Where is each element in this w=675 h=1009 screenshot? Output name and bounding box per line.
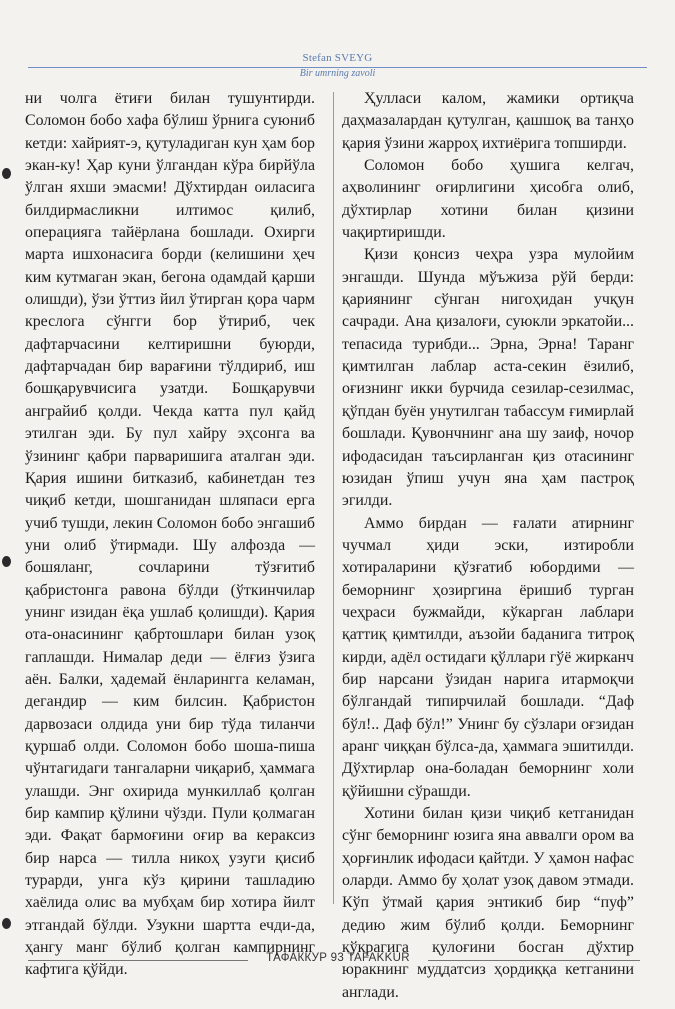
column-divider [333,92,334,904]
footer-label: ТАФАККУР 93 TAFAKKUR [266,952,410,964]
running-header [0,54,675,78]
right-text-column [342,88,634,1004]
footer-rule-left [28,960,248,961]
paragraph: Қизи қонсиз чеҳра узра мулойим энгашди. Шунда мўъжиза рўй берди: қариянинг сўнган нигоҳидан учқун сачради. Ана қизалоғи, суюкли эркатойи... тепасида турибди... Эрна, Эрна! Таранг қимтилган лаблар аста-секин ёзилиб, оғизнинг икки бурчида сезилар-сезилмас, қўпдан буён унутилган табассум ғимирлай бошлади. Қувончнинг ана шу заиф, ночор ифодасидан таъсирланган қиз отасининг юзидан ўпиш учун яна ҳам пастроқ эгилди. [342,246,634,510]
header-title: Bir umrning zavoli [299,68,376,79]
paragraph: ни чолга ётиғи билан тушунтирди. Соломон бобо хафа бўлиш ўрнига суюниб кетди: хайрият-э, қутуладиган кун ҳам бор экан-ку! Ҳар куни ўлгандан кўра бирйўла ўлган яхши эмасми! Дўхтирдан оиласига билдирмасликни илтимос қилиб, операцияга тайёрлана бошлади. Охирги марта ишхонасига борди (келишини ҳеч ким кутмаган экан, бегона одамдай қарши олишди), ўзи ўттиз йил ўтирган қора чарм креслога сўнгги бор ўтириб, чек дафтарчасини келтиришни буюрди, дафтарчадан бир варағини тўлдириб, иш бошқарувчисига узатди. Бошқарувчи анграйиб қолди. Чекда катта пул қайд этилган эди. Бу пул хайру эҳсонга ва ўзининг қабри парваришига аталган эди. Қария ишини битказиб, кабинетдан тез чиқиб кетди, шошганидан шляпаси ерга учиб тушди, лекин Соломон бобо энгашиб уни олиб ўтирмади. Шу алфозда — бошяланг, сочларини тўзғитиб қабристонга равона бўлди (ўткинчилар унинг изидан ёқа ушлаб қолишди). Қария ота-онасининг қабртошлари билан узоқ гаплашди. Нималар деди — ёлғиз ўзига аён. Балки, ҳадемай ёнларингга келаман, дегандир — ким билсин. Қабристон дарвозаси олдида уни бир тўда тиланчи қуршаб олди. Соломон бобо шоша-пиша чўнтагидаги тангаларни чиқариб, ҳаммага улашди. Энг охирида мункиллаб қолган бир кампир қўлини чўзди. Пули қолмаган эди. Фақат бармоғини оғир ва кераксиз бир нарса — тилла никоҳ узуги қисиб турарди, унга кўз қирини ташладию хаёлида олис ва мубҳам бир хотира йилт этгандай бўлди. Узукни шартта ечди-да, ҳангу манг бўлиб қолган кампирнинг кафтига қўйди. [25,90,315,979]
paragraph: Аммо бирдан — ғалати атирнинг чучмал ҳиди эски, изтиробли хотираларини қўзғатиб юбордими — беморнинг ҳозиргина ёришиб турган чеҳраси бужмайди, кўкарган лаблари қаттиқ қимтилди, аъзойи баданига титроқ кирди, адёл остидаги қўллари гўё жирканч бир нарсани ўзидан нарига итармоқчи бўлгандай типирчилай бошлади. “Даф бўл!.. Даф бўл!” Унинг бу сўзлари оғзидан аранг чиққан бўлса-да, ҳаммага эшитилди. Дўхтирлар она-боладан беморнинг холи қўйишни сўрашди. [342,514,634,800]
header-author: Stefan SVEYG [302,52,373,64]
binder-hole [2,556,11,567]
paragraph: Ҳулласи калом, жамики ортиқча даҳмазалардан қутулган, қашшоқ ва танҳо қария ўзини жарроҳ ихтиёрига топширди. [342,90,634,152]
left-text-column [25,88,315,982]
footer-rule-right [428,960,640,961]
paragraph: Хотини билан қизи чиқиб кетганидан сўнг беморнинг юзига яна аввалги ором ва ҳорғинлик ифодаси қайтди. У ҳамон нафас оларди. Аммо бу ҳолат узоқ давом этмади. Кўп ўтмай қария энтикиб бир “пуф” дедию жим бўлиб қолди. Беморнинг кўкрагига қулоғини босган дўхтир юракнинг муддатсиз ҳордиққа кетганини англади. [342,805,634,1001]
page-footer [0,952,675,966]
binder-hole [2,168,11,179]
binder-hole [2,918,11,929]
paragraph: Соломон бобо ҳушига келгач, аҳволининг оғирлигини ҳисобга олиб, дўхтирлар хотини билан қизини чақиртиришди. [342,157,634,242]
